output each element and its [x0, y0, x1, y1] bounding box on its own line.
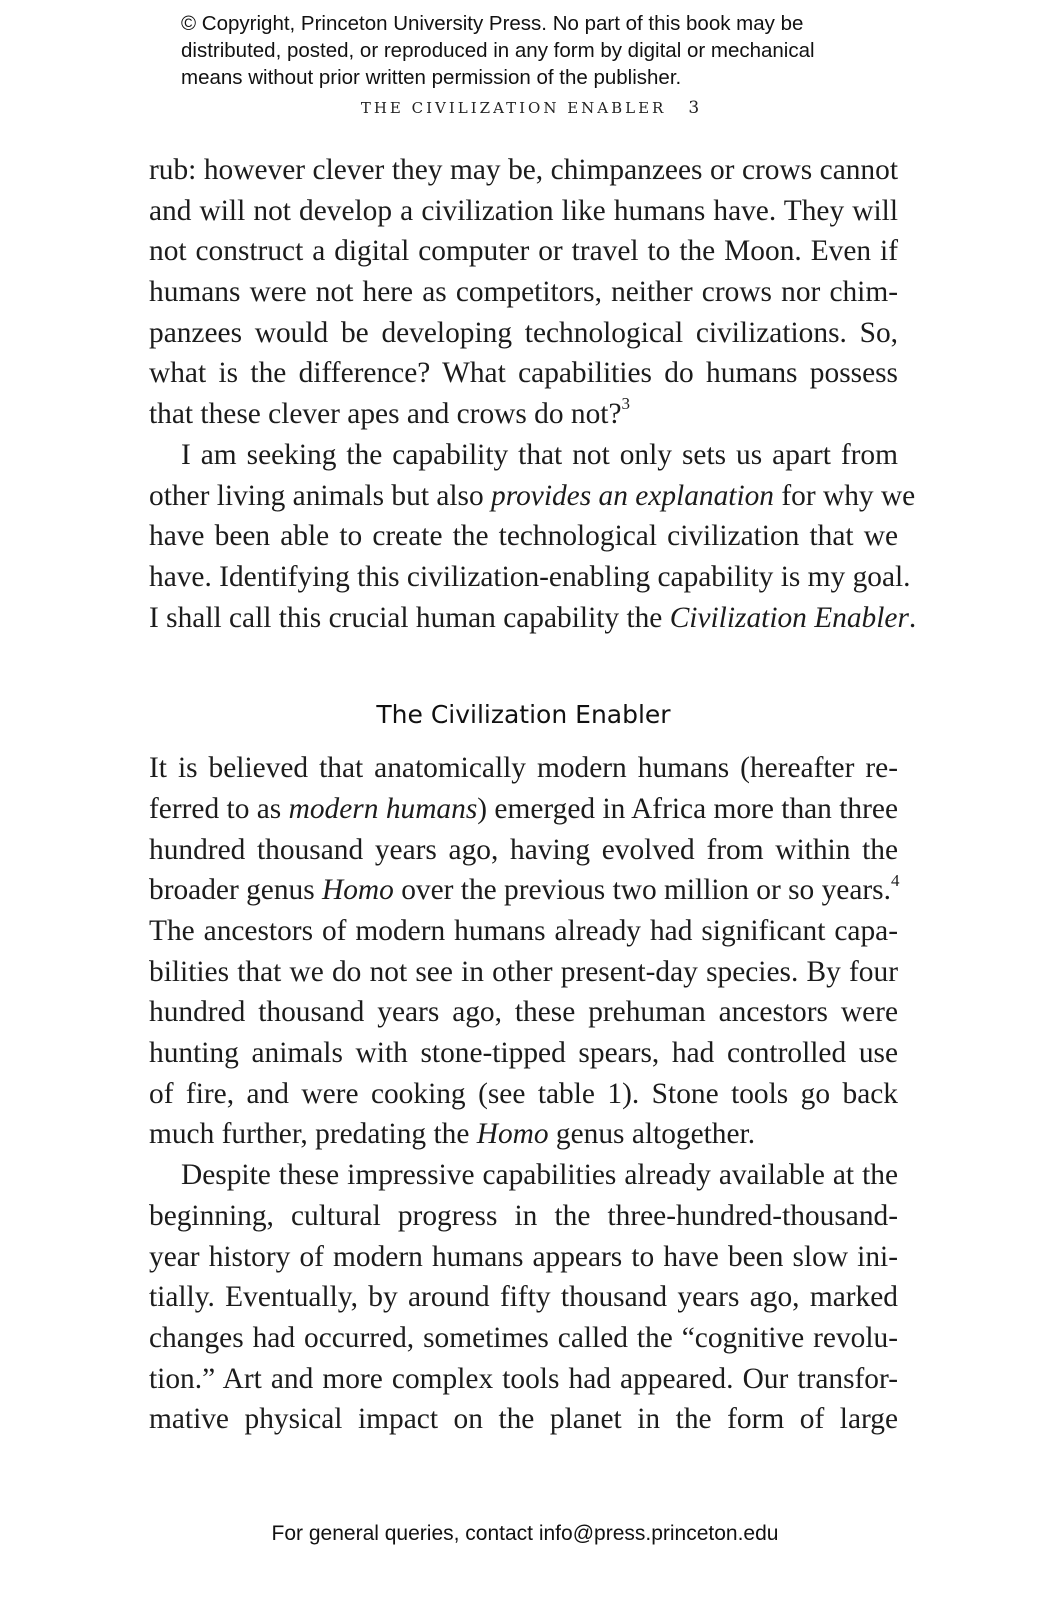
emphasis: provides an explanation [491, 479, 775, 512]
text-line: hundred thousand years ago, these prehuman ancestors were [149, 996, 898, 1029]
text-line: and will not develop a civilization like humans have. They will [149, 194, 898, 227]
text-line: have. Identifying this civilization-enabling capability is my goal. [149, 560, 911, 593]
text-line: year history of modern humans appears to have been slow ini- [149, 1240, 898, 1273]
text-line: I am seeking the capability that not only sets us apart from [181, 438, 898, 471]
text-line: beginning, cultural progress in the three-hundred-thousand- [149, 1199, 898, 1232]
text-line [149, 1114, 898, 1155]
text-fragment: ferred to as [149, 792, 289, 825]
text-line: panzees would be developing technological civilizations. So, [149, 316, 898, 349]
text-line: The ancestors of modern humans already had significant capa- [149, 915, 898, 947]
copyright-line: © Copyright, Princeton University Press. No part of this book may be [181, 12, 804, 35]
body-text [149, 150, 917, 1440]
page-number: 3 [688, 98, 700, 118]
text-line: changes had occurred, sometimes called the “cognitive revolu- [149, 1321, 898, 1354]
text-line: humans were not here as competitors, neither crows nor chim- [149, 276, 898, 309]
emphasis: modern humans [288, 792, 478, 825]
text-line [149, 598, 917, 639]
copyright-line: means without prior written permission of the publisher. [181, 66, 682, 89]
text-fragment: . [908, 601, 917, 634]
emphasis: Civilization Enabler [669, 601, 909, 634]
section-heading: The Civilization Enabler [376, 700, 671, 730]
text-line: bilities that we do not see in other present-day species. By four [149, 955, 898, 988]
footnote-ref-3: 3 [621, 394, 631, 414]
running-head [0, 98, 1050, 118]
text-line: It is believed that anatomically modern humans (hereafter re- [149, 752, 898, 785]
copyright-line: distributed, posted, or reproduced in any form by digital or mechanical [181, 39, 815, 62]
text-line [149, 870, 898, 911]
text-fragment: I shall call this crucial human capability the [149, 601, 670, 634]
footnote-ref-4: 4 [890, 870, 900, 890]
footer-contact: For general queries, contact info@press.princeton.edu [271, 1522, 779, 1545]
text-fragment: much further, predating the [149, 1118, 477, 1151]
text-fragment: ) emerged in Africa more than three [477, 792, 898, 825]
text-fragment: that these clever apes and crows do not? [149, 398, 622, 431]
text-line: hunting animals with stone-tipped spears, had controlled use [149, 1037, 898, 1070]
emphasis: Homo [476, 1118, 549, 1151]
text-line: mative physical impact on the planet in the form of large [149, 1403, 898, 1436]
text-fragment: over the previous two million or so years. [393, 874, 891, 907]
text-line: rub: however clever they may be, chimpanzees or crows cannot [149, 154, 898, 186]
text-fragment: genus altogether. [548, 1118, 756, 1151]
text-fragment: for why we [774, 479, 916, 512]
text-line: hundred thousand years ago, having evolved from within the [149, 833, 898, 866]
text-line: of fire, and were cooking (see table 1). Stone tools go back [149, 1077, 898, 1110]
text-line: Despite these impressive capabilities already available at the [181, 1159, 898, 1192]
text-fragment: broader genus [149, 874, 323, 907]
text-line [149, 789, 898, 830]
text-line: what is the difference? What capabilities do humans possess [149, 357, 898, 390]
text-line: tion.” Art and more complex tools had appeared. Our transfor- [149, 1362, 898, 1395]
text-line [149, 476, 916, 517]
text-line [149, 394, 898, 435]
copyright-notice [181, 10, 901, 91]
text-line: have been able to create the technological civilization that we [149, 520, 898, 553]
text-line: tially. Eventually, by around fifty thousand years ago, marked [149, 1281, 898, 1314]
text-line: not construct a digital computer or travel to the Moon. Even if [149, 235, 898, 268]
text-fragment: other living animals but also [149, 479, 492, 512]
running-head-title: THE CIVILIZATION ENABLER [360, 99, 667, 117]
emphasis: Homo [322, 874, 394, 907]
